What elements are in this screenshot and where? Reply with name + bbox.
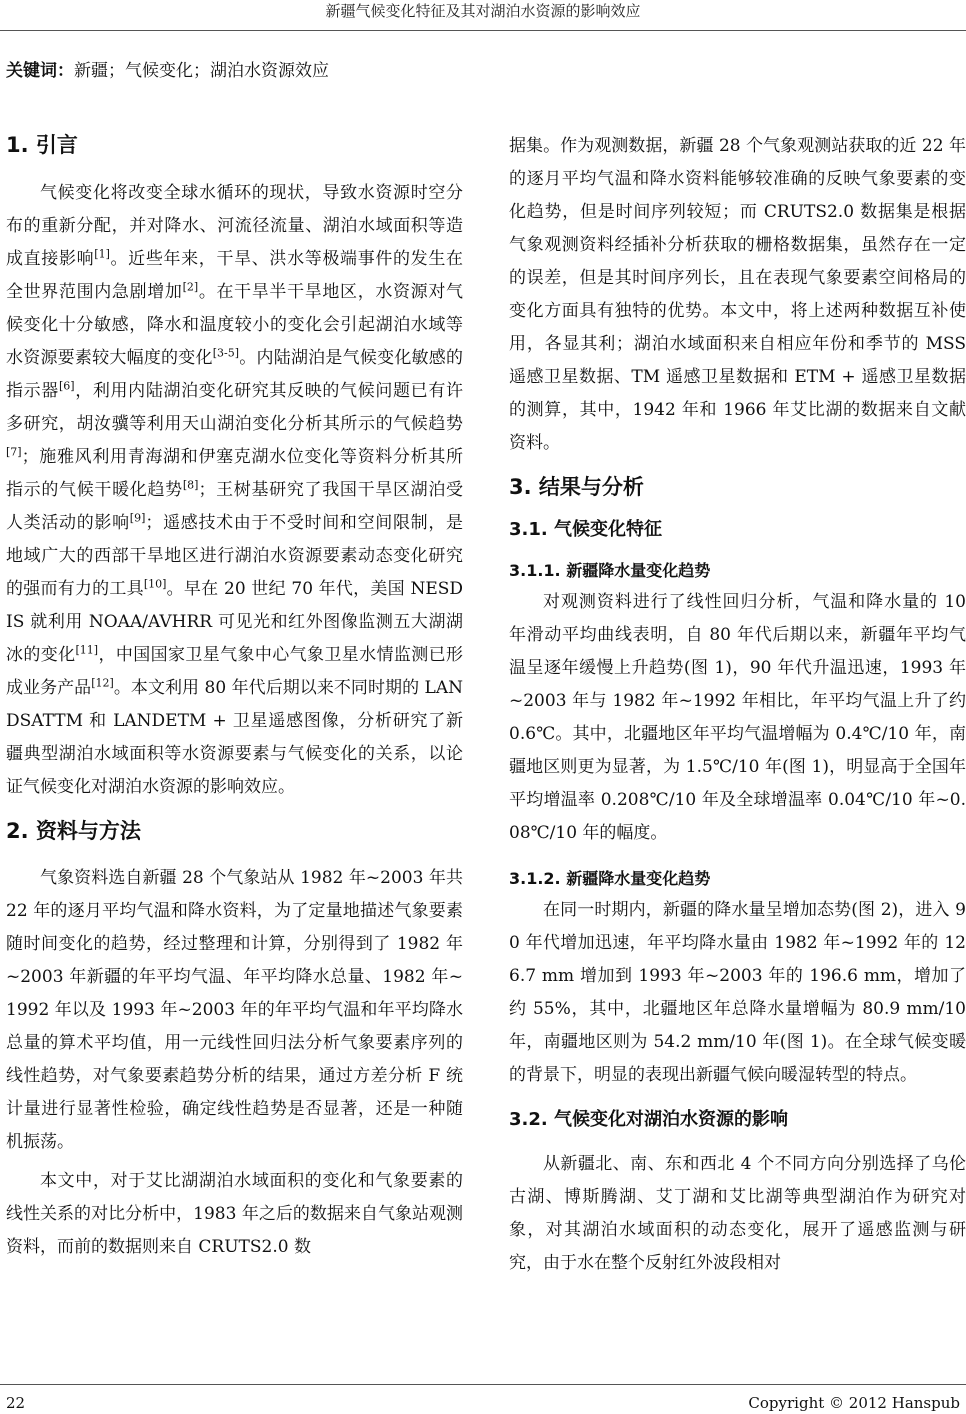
citation: [9]: [129, 511, 146, 525]
methods-paragraph: 本文中，对于艾比湖湖泊水域面积的变化和气象要素的线性关系的对比分析中，1983 年之后的数据来自气象站观测资料，而前的数据则来自 CRUTS2.0 数: [6, 1171, 463, 1257]
section-heading-intro: 1. 引言: [6, 133, 78, 157]
intro-paragraph: [6, 177, 463, 804]
intro-text: 气候变化将改变全球水循环的现状，导致水资源时空分布的重新分配，并对降水、河流径流量、湖泊水域面积等造成直接影响: [6, 183, 463, 269]
intro-text: ；王树基研究了我国干旱区湖泊受人类活动的影响: [6, 480, 464, 533]
intro-text: 。本文利用 80 年代后期以来不同时期的 LANDSATTM 和 LANDETM + 卫星遥感图像，分析研究了新疆典型湖泊水域面积等水资源要素与气候变化的关系，以论证气候变化对湖泊水资源的影响效应。: [6, 678, 463, 797]
section-heading-results: 3. 结果与分析: [509, 475, 644, 499]
intro-text: ，利用内陆湖泊变化研究其反映的气候问题已有许多研究，胡汝骥等利用天山湖泊变化分析其所示的气候趋势: [6, 381, 463, 434]
footer-divider: [0, 1384, 966, 1385]
citation: [2]: [182, 280, 199, 294]
subsection-heading-3-1: 3.1. 气候变化特征: [509, 519, 662, 540]
keywords-text: 新疆；气候变化；湖泊水资源效应: [74, 61, 329, 81]
intro-text: 。内陆湖泊是气候变化敏感的指示器: [6, 348, 464, 401]
results-paragraph: 从新疆北、南、东和西北 4 个不同方向分别选择了乌伦古湖、博斯腾湖、艾丁湖和艾比湖等典型湖泊作为研究对象，对其湖泊水域面积的动态变化，展开了遥感监测与研究，由于水在整个反射红外波段相对: [509, 1154, 966, 1273]
citation: [8]: [182, 478, 199, 492]
methods-paragraph: 气象资料选自新疆 28 个气象站从 1982 年~2003 年共 22 年的逐月平均气温和降水资料，为了定量地描述气象要素随时间变化的趋势，经过整理和计算，分别得到了 1982 年~2003 年新疆的年平均气温、年平均降水总量、1982 年~1992 年以及 1993 年~2003 年的年平均气温和年平均降水总量的算术平均值，用一元线性回归法分析气象要素序列的线性趋势，对气象要素趋势分析的结果，通过方差分析 F 统计量进行显著性检验，确定线性趋势是否显著，还是一种随机振荡。: [6, 868, 463, 1152]
right-column: [509, 130, 966, 1280]
methods-paragraph-continued: 据集。作为观测数据，新疆 28 个气象观测站获取的近 22 年的逐月平均气温和降水资料能够较准确的反映气象要素的变化趋势，但是时间序列较短；而 CRUTS2.0 数据集是根据气象观测资料经插补分析获取的栅格数据集，虽然存在一定的误差，但是其时间序列长，且在表现气象要素空间格局的变化方面具有独特的优势。本文中，将上述两种数据互补使用，各显其利；湖泊水域面积来自相应年份和季节的 MSS 遥感卫星数据、TM 遥感卫星数据和 ETM + 遥感卫星数据的测算，其中，1942 年和 1966 年艾比湖的数据来自文献资料。: [509, 136, 966, 453]
citation: [1]: [94, 247, 110, 261]
intro-text: ；施雅风利用青海湖和伊塞克湖水位变化等资料分析其所指示的气候干暖化趋势: [6, 447, 463, 500]
intro-text: 。在干旱半干旱地区，水资源对气候变化十分敏感，降水和温度较小的变化会引起湖泊水域等水资源要素较大幅度的变化: [6, 282, 463, 368]
citation: [12]: [91, 676, 114, 690]
citation: [3-5]: [212, 346, 240, 360]
intro-text: 。早在 20 世纪 70 年代，美国 NESDIS 就利用 NOAA/AVHRR 可见光和红外图像监测五大湖湖冰的变化: [6, 579, 464, 665]
results-paragraph: 在同一时期内，新疆的降水量呈增加态势(图 2)，进入 90 年代增加迅速，年平均降水量由 1982 年~1992 年的 126.7 mm 增加到 1993 年~2003 年的 196.6 mm，增加了约 55%，其中，北疆地区年总降水量增幅为 80.9 mm/10 年，南疆地区则为 54.2 mm/10 年(图 1)。在全球气候变暖的背景下，明显的表现出新疆气候向暖湿转型的特点。: [509, 900, 966, 1085]
page-number: 22: [6, 1394, 26, 1412]
citation: [6]: [58, 379, 75, 393]
subsection-heading-3-2: 3.2. 气候变化对湖泊水资源的影响: [509, 1109, 788, 1130]
citation: [7]: [6, 445, 22, 459]
intro-text: 。近些年来，干旱、洪水等极端事件的发生在全世界范围内急剧增加: [6, 249, 463, 302]
left-column: [6, 130, 463, 1264]
results-paragraph: 对观测资料进行了线性回归分析，气温和降水量的 10 年滑动平均曲线表明，自 80 年代后期以来，新疆年平均气温呈逐年缓慢上升趋势(图 1)，90 年代升温迅速，1993 年~2003 年与 1982 年~1992 年相比，年平均气温上升了约 0.6℃。其中，北疆地区年平均气温增幅为 0.4℃/10 年，南疆地区则更为显著，为 1.5℃/10 年(图 1)，明显高于全国年平均增温率 0.208℃/10 年及全球增温率 0.04℃/10 年~0.08℃/10 年的幅度。: [509, 592, 966, 843]
subsection-heading-3-1-2: 3.1.2. 新疆降水量变化趋势: [509, 869, 711, 888]
intro-text: ；遥感技术由于不受时间和空间限制，是地域广大的西部干旱地区进行湖泊水资源要素动态变化研究的强而有力的工具: [6, 513, 464, 599]
running-head: 新疆气候变化特征及其对湖泊水资源的影响效应: [0, 0, 966, 31]
keywords: [6, 58, 329, 84]
citation: [10]: [143, 577, 167, 591]
citation: [11]: [75, 643, 99, 657]
copyright-notice: Copyright © 2012 Hanspub: [748, 1394, 960, 1412]
keywords-label: 关键词：: [6, 61, 74, 81]
intro-text: ，中国国家卫星气象中心气象卫星水情监测已形成业务产品: [6, 645, 464, 698]
section-heading-methods: 2. 资料与方法: [6, 819, 141, 843]
subsection-heading-3-1-1: 3.1.1. 新疆降水量变化趋势: [509, 561, 711, 580]
